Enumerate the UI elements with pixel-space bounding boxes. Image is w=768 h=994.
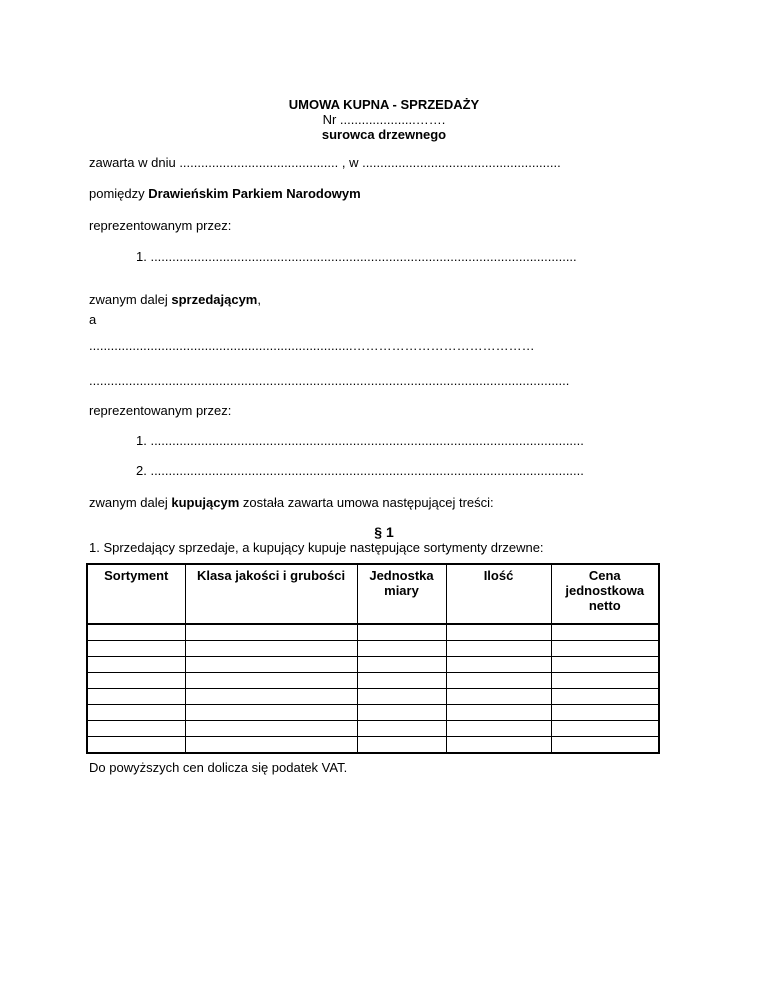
table-cell[interactable]: [185, 624, 357, 641]
contract-number: Nr .....................…….: [322, 112, 446, 127]
table-body: [87, 624, 659, 753]
column-header-cena: Cena jednostkowa netto: [551, 564, 659, 624]
concluded-line: zawarta w dniu ............................................ , w .......................................................: [89, 155, 561, 170]
table-row: [87, 624, 659, 641]
table-cell[interactable]: [551, 641, 659, 657]
table-cell[interactable]: [185, 689, 357, 705]
table-cell[interactable]: [357, 673, 446, 689]
seller-name: Drawieńskim Parkiem Narodowym: [148, 186, 361, 201]
table-cell[interactable]: [87, 737, 185, 754]
table-cell[interactable]: [185, 721, 357, 737]
goods-table: [86, 563, 660, 754]
table-cell[interactable]: [446, 657, 551, 673]
table-cell[interactable]: [446, 641, 551, 657]
table-row: [87, 657, 659, 673]
table-cell[interactable]: [87, 689, 185, 705]
table-cell[interactable]: [446, 721, 551, 737]
buyer-name-line-1: .........................................................................……………………………………: [89, 338, 535, 353]
table-cell[interactable]: [357, 689, 446, 705]
table-cell[interactable]: [87, 721, 185, 737]
buyer-representative-2: 2. ........................................................................................................................: [136, 463, 584, 478]
and-line: a: [89, 312, 97, 327]
seller-representative-1: 1. ......................................................................................................................: [136, 249, 577, 264]
table-cell[interactable]: [551, 737, 659, 754]
section-heading: § 1: [374, 524, 394, 540]
vat-note: Do powyższych cen dolicza się podatek VAT.: [89, 760, 348, 775]
column-header-ilosc: Ilość: [446, 564, 551, 624]
buyer-name-line-2: .....................................................................................................................................: [89, 373, 570, 388]
table-cell[interactable]: [185, 641, 357, 657]
table-cell[interactable]: [551, 721, 659, 737]
between-prefix: pomiędzy: [89, 186, 149, 201]
table-cell[interactable]: [87, 673, 185, 689]
table-cell[interactable]: [446, 673, 551, 689]
between-line: [89, 186, 361, 202]
represented-label-1: reprezentowanym przez:: [89, 218, 232, 233]
clause-1: 1. Sprzedający sprzedaje, a kupujący kupuje następujące sortymenty drzewne:: [89, 540, 544, 555]
table-row: [87, 641, 659, 657]
buyer-called-line: zwanym dalej kupującym została zawarta umowa następującej treści:: [89, 495, 494, 510]
table-cell[interactable]: [357, 737, 446, 754]
table-cell[interactable]: [357, 721, 446, 737]
table-cell[interactable]: [185, 705, 357, 721]
contract-subject: surowca drzewnego: [321, 127, 447, 142]
table-cell[interactable]: [551, 673, 659, 689]
table-cell[interactable]: [446, 737, 551, 754]
table-cell[interactable]: [551, 624, 659, 641]
table-cell[interactable]: [357, 641, 446, 657]
table-row: [87, 721, 659, 737]
table-cell[interactable]: [185, 737, 357, 754]
table-cell[interactable]: [185, 673, 357, 689]
table-cell[interactable]: [185, 657, 357, 673]
table-cell[interactable]: [357, 657, 446, 673]
table-cell[interactable]: [357, 624, 446, 641]
table-row: [87, 689, 659, 705]
table-cell[interactable]: [87, 624, 185, 641]
table-cell[interactable]: [446, 624, 551, 641]
table-cell[interactable]: [551, 657, 659, 673]
table-cell[interactable]: [87, 657, 185, 673]
table-cell[interactable]: [446, 705, 551, 721]
represented-label-2: reprezentowanym przez:: [89, 403, 232, 418]
column-header-jednostka: Jednostka miary: [357, 564, 446, 624]
table-cell[interactable]: [446, 689, 551, 705]
table-row: [87, 673, 659, 689]
table-header-row: [87, 564, 659, 624]
table-cell[interactable]: [551, 705, 659, 721]
seller-called-line: zwanym dalej sprzedającym,: [89, 292, 261, 307]
buyer-representative-1: 1. ........................................................................................................................: [136, 433, 584, 448]
table-cell[interactable]: [87, 641, 185, 657]
table-cell[interactable]: [357, 705, 446, 721]
column-header-klasa: Klasa jakości i grubości: [185, 564, 357, 624]
contract-title: UMOWA KUPNA - SPRZEDAŻY: [288, 97, 480, 112]
column-header-sortyment: Sortyment: [87, 564, 185, 624]
table-cell[interactable]: [551, 689, 659, 705]
table-row: [87, 737, 659, 754]
table-row: [87, 705, 659, 721]
table-cell[interactable]: [87, 705, 185, 721]
